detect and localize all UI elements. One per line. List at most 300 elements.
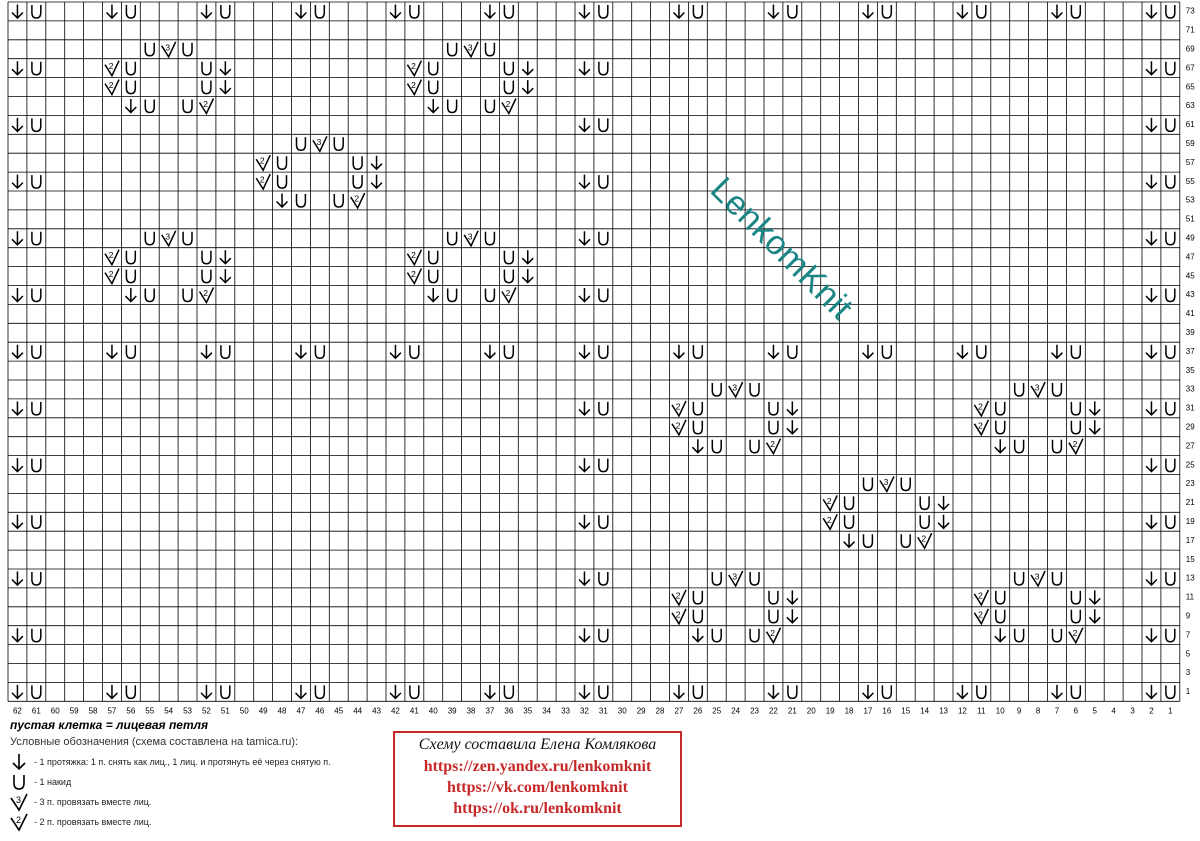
column-label: 15: [901, 706, 911, 716]
row-label: 67: [1185, 63, 1195, 73]
yarn-over-icon: [693, 421, 702, 434]
row-label: 57: [1185, 157, 1195, 167]
legend: [8, 752, 331, 832]
yarn-over-icon: [32, 345, 41, 358]
column-label: 56: [126, 706, 136, 716]
yarn-over-icon: [32, 515, 41, 528]
yarn-over-icon: [126, 62, 135, 75]
k2tog-icon: [105, 80, 119, 95]
slip-knit-pass-icon: [107, 5, 118, 19]
column-label: 22: [768, 706, 778, 716]
credit-box: [393, 731, 682, 827]
yarn-over-icon: [448, 232, 457, 245]
column-label: 16: [882, 706, 892, 716]
yarn-over-icon: [297, 194, 306, 207]
yarn-over-icon: [486, 43, 495, 56]
k2tog-icon: [672, 401, 686, 416]
yarn-over-icon: [1166, 175, 1175, 188]
yarn-over-icon: [920, 515, 929, 528]
slip-knit-pass-icon: [107, 685, 118, 699]
yarn-over-icon: [712, 383, 721, 396]
column-label: 60: [50, 706, 60, 716]
svg-text:2: 2: [411, 269, 416, 280]
k2tog-icon: [200, 99, 214, 114]
slip-knit-pass-icon: [390, 5, 401, 19]
column-label: 26: [693, 706, 703, 716]
k2tog-icon: [974, 420, 988, 435]
yarn-over-icon: [1166, 5, 1175, 18]
yarn-over-icon: [486, 100, 495, 113]
svg-text:2: 2: [978, 590, 983, 601]
yarn-over-icon: [202, 251, 211, 264]
slip-knit-pass-icon: [12, 231, 23, 245]
yarn-over-icon: [8, 772, 30, 792]
column-label: 17: [863, 706, 873, 716]
column-label: 21: [787, 706, 797, 716]
svg-text:2: 2: [411, 80, 416, 91]
yarn-over-icon: [32, 402, 41, 415]
yarn-over-icon: [1015, 383, 1024, 396]
slip-knit-pass-icon: [522, 61, 533, 74]
yarn-over-icon: [864, 478, 873, 491]
column-label: 7: [1054, 706, 1060, 716]
yarn-over-icon: [750, 383, 759, 396]
yarn-over-icon: [996, 402, 1005, 415]
k2tog-icon: [351, 193, 365, 208]
yarn-over-icon: [788, 685, 797, 698]
slip-knit-pass-icon: [1089, 609, 1100, 623]
legend-item-yarn-over: [8, 772, 331, 792]
yarn-over-icon: [32, 118, 41, 131]
yarn-over-icon: [1166, 289, 1175, 302]
k2tog-icon: [974, 401, 988, 416]
k2tog-icon: [974, 590, 988, 605]
slip-knit-pass-icon: [1146, 628, 1157, 642]
k3tog-icon: [1031, 382, 1045, 397]
slip-knit-pass-icon: [579, 288, 590, 302]
yarn-over-icon: [1015, 440, 1024, 453]
k2tog-icon: [256, 174, 270, 189]
slip-knit-pass-icon: [579, 401, 590, 415]
column-label: 61: [31, 706, 41, 716]
slip-knit-pass-icon: [428, 99, 439, 113]
slip-knit-pass-icon: [201, 685, 212, 699]
yarn-over-icon: [901, 478, 910, 491]
yarn-over-icon: [920, 496, 929, 509]
column-label: 41: [409, 706, 419, 716]
column-label: 37: [485, 706, 495, 716]
yarn-over-icon: [769, 402, 778, 415]
slip-knit-pass-icon: [692, 439, 703, 453]
yarn-over-icon: [126, 685, 135, 698]
yarn-over-icon: [504, 5, 513, 18]
k2tog-icon: [407, 250, 421, 265]
k2tog-icon: [502, 99, 516, 114]
slip-knit-pass-icon: [579, 61, 590, 74]
column-label: 12: [957, 706, 967, 716]
row-label: 73: [1185, 6, 1195, 16]
k2tog-icon: [407, 61, 421, 76]
k3tog-icon: [729, 382, 743, 397]
column-label: 45: [334, 706, 344, 716]
credit-link-zen[interactable]: https://zen.yandex.ru/lenkomknit: [423, 758, 652, 775]
column-label: 3: [1130, 706, 1135, 716]
row-label: 17: [1185, 535, 1195, 545]
slip-knit-pass-icon: [938, 496, 949, 510]
yarn-over-icon: [1053, 572, 1062, 585]
slip-knit-pass-icon: [1146, 231, 1157, 245]
column-label: 48: [277, 706, 287, 716]
svg-text:2: 2: [1072, 439, 1078, 450]
svg-text:2: 2: [108, 269, 114, 280]
slip-knit-pass-icon: [957, 345, 968, 359]
yarn-over-icon: [448, 100, 457, 113]
row-label: 65: [1185, 82, 1195, 92]
yarn-over-icon: [334, 137, 343, 150]
k2tog-icon: [672, 420, 686, 435]
svg-text:3: 3: [732, 382, 738, 393]
yarn-over-icon: [693, 345, 702, 358]
column-label: 13: [939, 706, 949, 716]
yarn-over-icon: [126, 345, 135, 358]
yarn-over-icon: [788, 5, 797, 18]
slip-knit-pass-icon: [995, 628, 1006, 642]
yarn-over-icon: [429, 81, 438, 94]
yarn-over-icon: [599, 118, 608, 131]
yarn-over-icon: [183, 100, 192, 113]
svg-text:3: 3: [16, 795, 22, 805]
slip-knit-pass-icon: [579, 685, 590, 699]
svg-text:3: 3: [732, 571, 738, 582]
row-label: 41: [1185, 309, 1195, 319]
svg-text:2: 2: [770, 628, 775, 639]
k3tog-icon: [880, 477, 894, 492]
yarn-over-icon: [504, 251, 513, 264]
slip-knit-pass-icon: [674, 685, 685, 699]
slip-knit-pass-icon: [579, 515, 590, 529]
yarn-over-icon: [145, 232, 154, 245]
k2tog-icon: [1069, 439, 1083, 454]
k3tog-icon: [162, 42, 176, 57]
yarn-over-icon: [429, 270, 438, 283]
yarn-over-icon: [504, 62, 513, 75]
k2tog-icon: [105, 269, 119, 284]
slip-knit-pass-icon: [371, 156, 382, 170]
slip-knit-pass-icon: [787, 420, 798, 434]
yarn-over-icon: [297, 137, 306, 150]
yarn-over-icon: [32, 62, 41, 75]
slip-knit-pass-icon: [1146, 5, 1157, 19]
yarn-over-icon: [996, 591, 1005, 604]
slip-knit-pass-icon: [995, 439, 1006, 453]
svg-text:2: 2: [108, 250, 114, 261]
slip-knit-pass-icon: [220, 269, 231, 283]
yarn-over-icon: [599, 289, 608, 302]
svg-text:3: 3: [165, 231, 171, 242]
slip-knit-pass-icon: [485, 685, 496, 699]
column-label: 34: [542, 706, 552, 716]
row-label: 11: [1185, 592, 1195, 602]
yarn-over-icon: [599, 572, 608, 585]
slip-knit-pass-icon: [863, 5, 874, 19]
yarn-over-icon: [126, 251, 135, 264]
yarn-over-icon: [977, 5, 986, 18]
yarn-over-icon: [1015, 572, 1024, 585]
slip-knit-pass-icon: [1146, 345, 1157, 359]
yarn-over-icon: [845, 496, 854, 509]
yarn-over-icon: [486, 232, 495, 245]
yarn-over-icon: [353, 175, 362, 188]
svg-text:2: 2: [505, 99, 511, 109]
yarn-over-icon: [183, 232, 192, 245]
svg-text:2: 2: [826, 514, 832, 525]
column-label: 28: [655, 706, 665, 716]
row-label: 35: [1185, 365, 1195, 375]
yarn-over-icon: [1166, 629, 1175, 642]
slip-knit-pass-icon: [844, 534, 855, 548]
slip-knit-pass-icon: [125, 288, 136, 302]
yarn-over-icon: [693, 5, 702, 18]
column-label: 62: [12, 706, 22, 716]
slip-knit-pass-icon: [220, 250, 231, 264]
credit-author: Схему составила Елена Комлякова: [418, 736, 657, 753]
k2tog-icon: [105, 250, 119, 265]
k3tog-icon: [162, 231, 176, 246]
yarn-over-icon: [599, 459, 608, 472]
svg-text:2: 2: [203, 288, 208, 298]
yarn-over-icon: [145, 289, 154, 302]
k2tog-icon: [767, 439, 781, 454]
slip-knit-pass-icon: [12, 628, 23, 642]
slip-knit-pass-icon: [12, 345, 23, 359]
k2tog-icon: [974, 609, 988, 624]
slip-knit-pass-icon: [277, 194, 288, 208]
k2tog-icon: [767, 628, 781, 643]
yarn-over-icon: [1071, 421, 1080, 434]
blank-cell-note: пустая клетка = лицевая петля: [10, 718, 209, 732]
k2tog-icon: [256, 155, 270, 170]
yarn-over-icon: [315, 5, 324, 18]
slip-knit-pass-icon: [1052, 345, 1063, 359]
slip-knit-pass-icon: [371, 175, 382, 189]
k3tog-icon: [464, 42, 478, 57]
yarn-over-icon: [1166, 402, 1175, 415]
yarn-over-icon: [977, 345, 986, 358]
slip-knit-pass-icon: [12, 5, 23, 19]
yarn-over-icon: [32, 572, 41, 585]
row-label: 3: [1185, 668, 1191, 678]
slip-knit-pass-icon: [768, 345, 779, 359]
slip-knit-pass-icon: [957, 5, 968, 19]
column-label: 52: [201, 706, 211, 716]
slip-knit-pass-icon: [12, 572, 23, 586]
column-label: 6: [1073, 706, 1079, 716]
yarn-over-icon: [202, 62, 211, 75]
yarn-over-icon: [1071, 591, 1080, 604]
column-label: 43: [372, 706, 382, 716]
column-label: 10: [995, 706, 1005, 716]
yarn-over-icon: [1166, 62, 1175, 75]
yarn-over-icon: [599, 232, 608, 245]
yarn-over-icon: [32, 685, 41, 698]
k2tog-icon: [200, 288, 214, 303]
svg-text:2: 2: [770, 439, 775, 450]
row-label: 9: [1185, 611, 1191, 621]
yarn-over-icon: [448, 289, 457, 302]
column-label: 24: [731, 706, 741, 716]
slip-knit-pass-icon: [674, 345, 685, 359]
slip-knit-pass-icon: [485, 345, 496, 359]
row-label: 7: [1185, 630, 1191, 640]
k2tog-icon: [1069, 628, 1083, 643]
row-label: 19: [1185, 517, 1195, 527]
yarn-over-icon: [693, 591, 702, 604]
slip-knit-pass-icon: [1089, 590, 1100, 604]
column-label: 5: [1092, 706, 1097, 716]
column-label: 54: [164, 706, 174, 716]
yarn-over-icon: [769, 591, 778, 604]
k2tog-icon: [105, 61, 119, 76]
yarn-over-icon: [32, 175, 41, 188]
svg-text:2: 2: [354, 193, 360, 204]
slip-knit-pass-icon: [579, 118, 590, 131]
row-label: 27: [1185, 441, 1195, 451]
row-label: 45: [1185, 271, 1195, 281]
yarn-over-icon: [221, 5, 230, 18]
k2tog-icon: [672, 590, 686, 605]
slip-knit-pass-icon: [787, 401, 798, 415]
column-label: 4: [1111, 706, 1116, 716]
column-label: 27: [674, 706, 684, 716]
credit-link-vk[interactable]: https://vk.com/lenkomknit: [447, 779, 628, 796]
slip-knit-pass-icon: [12, 61, 23, 74]
column-label: 47: [296, 706, 306, 716]
svg-text:2: 2: [1072, 628, 1078, 639]
row-label: 63: [1185, 101, 1195, 111]
yarn-over-icon: [750, 440, 759, 453]
column-label: 14: [920, 706, 930, 716]
slip-knit-pass-icon: [1052, 5, 1063, 19]
svg-text:2: 2: [978, 609, 983, 620]
column-label: 39: [447, 706, 457, 716]
column-label: 38: [466, 706, 476, 716]
column-label: 9: [1016, 706, 1022, 716]
yarn-over-icon: [712, 629, 721, 642]
yarn-over-icon: [410, 5, 419, 18]
slip-knit-pass-icon: [12, 685, 23, 699]
k2tog-icon: [502, 288, 516, 303]
row-label: 43: [1185, 290, 1195, 300]
slip-knit-pass-icon: [579, 5, 590, 19]
legend-title: Условные обозначения (схема составлена на tamica.ru):: [10, 736, 299, 748]
yarn-over-icon: [769, 421, 778, 434]
yarn-over-icon: [183, 289, 192, 302]
svg-text:3: 3: [883, 477, 889, 487]
slip-knit-pass-icon: [1146, 685, 1157, 699]
yarn-over-icon: [429, 62, 438, 75]
slip-knit-pass-icon: [125, 99, 136, 113]
yarn-over-icon: [693, 685, 702, 698]
yarn-over-icon: [1015, 629, 1024, 642]
yarn-over-icon: [315, 685, 324, 698]
slip-knit-pass-icon: [863, 345, 874, 359]
row-label: 47: [1185, 252, 1195, 262]
k3tog-icon: [8, 792, 30, 812]
yarn-over-icon: [202, 81, 211, 94]
k2tog-icon: [407, 269, 421, 284]
legend-text: - 3 п. провязать вместе лиц.: [34, 797, 152, 807]
watermark: LenkomKnit: [703, 170, 861, 328]
legend-text: - 1 протяжка: 1 п. снять как лиц., 1 лиц. и протянуть её через снятую п.: [34, 757, 331, 767]
yarn-over-icon: [599, 685, 608, 698]
yarn-over-icon: [599, 402, 608, 415]
slip-knit-pass-icon: [1146, 458, 1157, 472]
column-label: 50: [239, 706, 249, 716]
slip-knit-pass-icon: [428, 288, 439, 302]
slip-knit-pass-icon: [787, 609, 798, 623]
yarn-over-icon: [599, 62, 608, 75]
slip-knit-pass-icon: [1146, 515, 1157, 529]
yarn-over-icon: [32, 629, 41, 642]
yarn-over-icon: [599, 175, 608, 188]
yarn-over-icon: [353, 156, 362, 169]
column-label: 58: [88, 706, 98, 716]
column-label: 40: [428, 706, 438, 716]
row-label: 53: [1185, 195, 1195, 205]
slip-knit-pass-icon: [579, 572, 590, 586]
column-label: 31: [598, 706, 608, 716]
slip-knit-pass-icon: [579, 345, 590, 359]
column-label: 46: [315, 706, 325, 716]
yarn-over-icon: [1166, 685, 1175, 698]
yarn-over-icon: [1071, 402, 1080, 415]
svg-text:2: 2: [978, 401, 983, 412]
legend-text: - 1 накид: [34, 777, 72, 787]
yarn-over-icon: [1053, 383, 1062, 396]
yarn-over-icon: [901, 534, 910, 547]
slip-knit-pass-icon: [12, 458, 23, 472]
yarn-over-icon: [410, 345, 419, 358]
row-label: 61: [1185, 120, 1195, 130]
column-label: 2: [1149, 706, 1154, 716]
yarn-over-icon: [221, 345, 230, 358]
credit-link-ok[interactable]: https://ok.ru/lenkomknit: [453, 800, 622, 817]
yarn-over-icon: [145, 43, 154, 56]
svg-text:2: 2: [259, 155, 265, 166]
yarn-over-icon: [1166, 572, 1175, 585]
svg-text:2: 2: [16, 815, 22, 825]
svg-text:3: 3: [1034, 382, 1040, 393]
slip-knit-pass-icon: [692, 628, 703, 642]
svg-text:2: 2: [675, 609, 681, 620]
yarn-over-icon: [996, 421, 1005, 434]
yarn-over-icon: [145, 100, 154, 113]
slip-knit-pass-icon: [12, 288, 23, 302]
row-label: 59: [1185, 139, 1195, 149]
row-label: 49: [1185, 233, 1195, 243]
svg-text:2: 2: [505, 288, 511, 298]
slip-knit-pass-icon: [107, 345, 118, 359]
yarn-over-icon: [221, 685, 230, 698]
slip-knit-pass-icon: [1089, 420, 1100, 434]
yarn-over-icon: [504, 345, 513, 358]
row-label: 31: [1185, 403, 1195, 413]
row-label: 13: [1185, 573, 1195, 583]
legend-item-k3tog: [8, 792, 331, 812]
svg-text:2: 2: [259, 174, 265, 185]
column-label: 42: [390, 706, 400, 716]
row-label: 5: [1185, 649, 1191, 659]
